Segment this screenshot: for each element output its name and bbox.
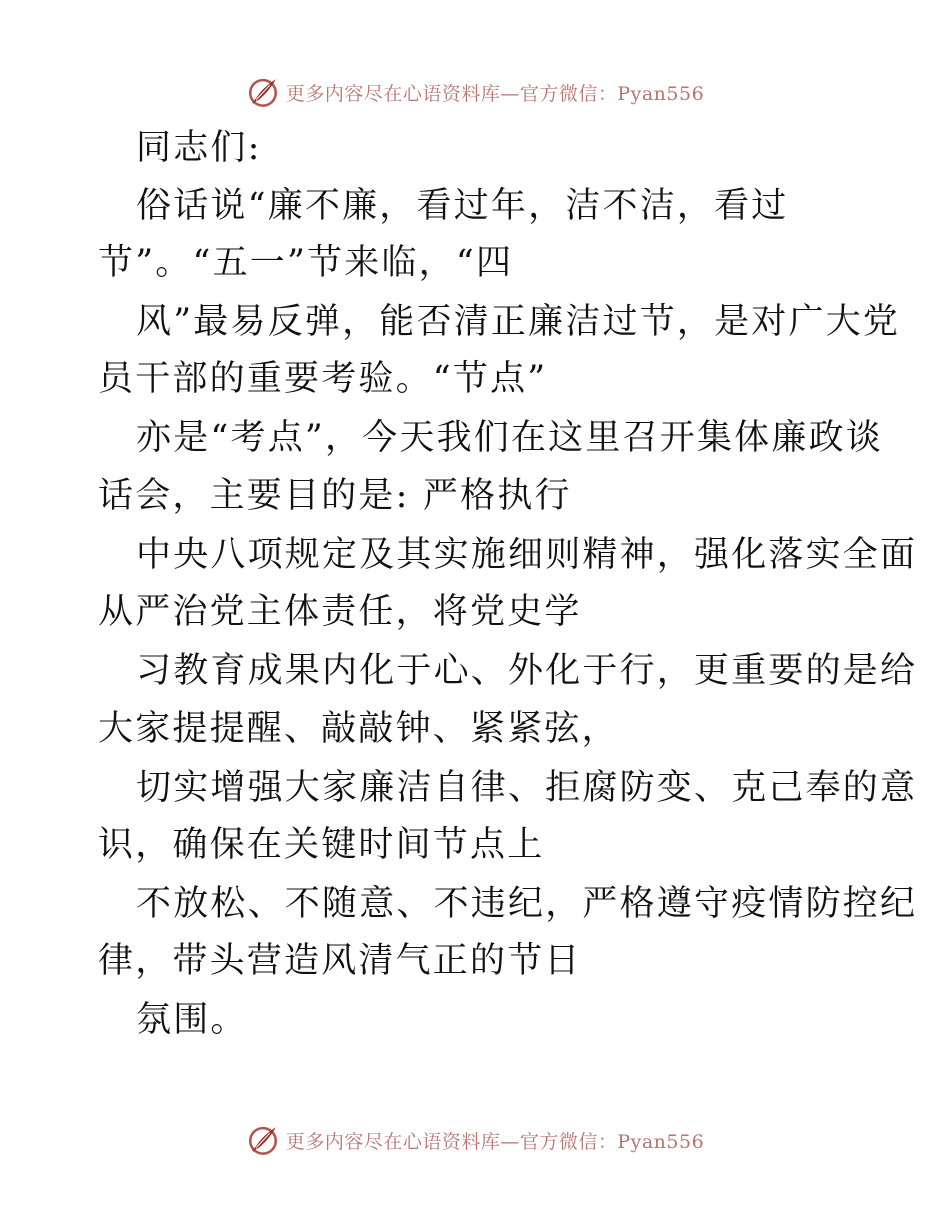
text-line: 风”最易反弹，能否清正廉洁过节，是对广大党 xyxy=(136,302,901,342)
text-line: 亦是“考点”，今天我们在这里召开集体廉政谈 xyxy=(136,418,883,458)
text-line: 话会，主要目的是: 严格执行 xyxy=(98,476,572,516)
quill-logo-icon xyxy=(246,1123,280,1157)
text-line: 员干部的重要考验。“节点” xyxy=(98,359,548,399)
text-line: 习教育成果内化于心、外化于行，更重要的是给 xyxy=(136,651,918,691)
text-line: 切实增强大家廉洁自律、拒腐防变、克己奉的意 xyxy=(136,768,918,808)
text-line: 氛围。 xyxy=(136,1000,248,1040)
text-line: 大家提提醒、敲敲钟、紧紧弦， xyxy=(98,709,619,749)
quill-logo-icon xyxy=(246,75,280,109)
header-banner-text: 更多内容尽在心语资料库—官方微信：Pyan556 xyxy=(285,82,705,105)
header-banner xyxy=(0,72,950,112)
text-line: 不放松、不随意、不违纪，严格遵守疫情防控纪 xyxy=(136,884,918,924)
text-line: 律，带头营造风清气正的节日 xyxy=(98,941,582,981)
text-line: 俗话说“廉不廉，看过年，洁不洁，看过 xyxy=(136,186,789,226)
text-line: 同志们: xyxy=(136,128,262,168)
footer-banner xyxy=(0,1120,950,1160)
text-line: 节”。“五一”节来临，“四 xyxy=(98,243,514,283)
footer-banner-text: 更多内容尽在心语资料库—官方微信：Pyan556 xyxy=(285,1130,705,1153)
text-line: 中央八项规定及其实施细则精神，强化落实全面 xyxy=(136,535,918,575)
text-line: 从严治党主体责任，将党史学 xyxy=(98,592,582,632)
text-line: 识，确保在关键时间节点上 xyxy=(98,825,545,865)
